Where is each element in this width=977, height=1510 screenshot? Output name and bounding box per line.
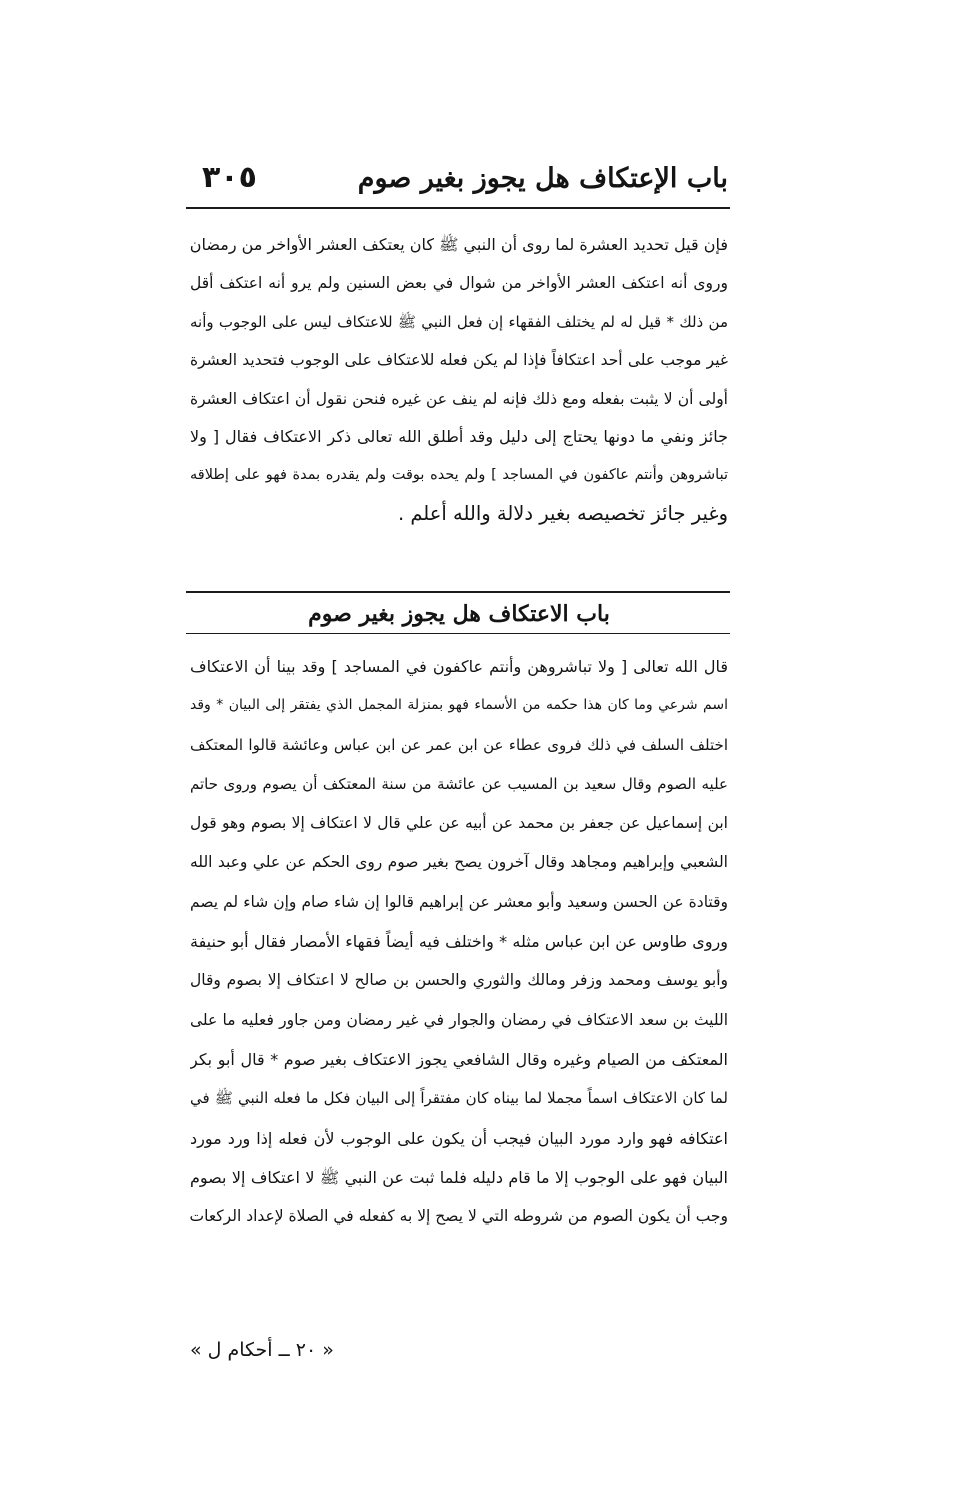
- text-line: وأبو يوسف ومحمد وزفر ومالك والثوري والحسن بن صالح لا اعتكاف إلا بصوم وقال: [190, 971, 728, 990]
- text-line: وروى طاوس عن ابن عباس مثله * واختلف فيه أيضاً فقهاء الأمصار فقال أبو حنيفة: [190, 932, 728, 952]
- text-line: من ذلك * قيل له لم يختلف الفقهاء إن فعل النبي ﷺ للاعتكاف ليس على الوجوب وأنه: [190, 312, 728, 331]
- text-line: وغير جائز تخصيصه بغير دلالة والله أعلم .: [397, 501, 728, 525]
- section-rule-bottom: [186, 633, 730, 634]
- text-line: لما كان الاعتكاف اسماً مجملا لما بيناه كان مفتقراً إلى البيان فكل ما فعله النبي ﷺ في: [190, 1089, 728, 1108]
- text-line: وروى أنه اعتكف العشر الأواخر من شوال في بعض السنين ولم يرو أنه اعتكف أقل: [190, 274, 728, 293]
- text-line: الليث بن سعد الاعتكاف في رمضان والجوار في غير رمضان ومن جاور فعليه ما على: [190, 1010, 728, 1029]
- running-header: [188, 160, 728, 200]
- paragraph-2: [190, 647, 728, 1236]
- text-line: وقتادة عن الحسن وسعيد وأبو معشر عن إبراهيم قالوا إن شاء صام وإن شاء لم يصم: [190, 892, 728, 911]
- signature-mark: « ٢٠ ــ أحكام ل »: [190, 1339, 334, 1361]
- text-line: الشعبي وإبراهيم ومجاهد وقال آخرون يصح بغير صوم روى الحكم عن علي وعبد الله: [190, 853, 728, 872]
- text-line: وجب أن يكون الصوم من شروطه التي لا يصح إلا به كفعله في الصلاة لإعداد الركعات: [190, 1207, 728, 1226]
- section-rule-top: [186, 591, 730, 593]
- text-line: أولى أن لا يثبت بفعله ومع ذلك فإنه لم ينف عن غيره فنحن نقول أن اعتكاف العشرة: [190, 389, 728, 408]
- text-line: اسم شرعي وما كان هذا حكمه من الأسماء فهو بمنزلة المجمل الذي يفتقر إلى البيان * وقد: [190, 697, 728, 714]
- header-rule: [186, 207, 730, 209]
- text-line: جائز ونفي ما دونها يحتاج إلى دليل وقد أطلق الله تعالى ذكر الاعتكاف فقال [ ولا: [190, 426, 728, 446]
- section-heading: باب الاعتكاف هل يجوز بغير صوم: [308, 601, 610, 627]
- text-line: غير موجب على أحد اعتكافاً فإذا لم يكن فعله للاعتكاف على الوجوب فتحديد العشرة: [190, 351, 728, 370]
- text-line: قال الله تعالى [ ولا تباشروهن وأنتم عاكفون في المساجد ] وقد بينا أن الاعتكاف: [190, 657, 728, 676]
- text-line: عليه الصوم وقال سعيد بن المسيب عن عائشة من سنة المعتكف أن يصوم وروى حاتم: [190, 774, 728, 793]
- header-title: باب الإعتكاف هل يجوز بغير صوم: [357, 163, 728, 194]
- text-line: البيان فهو على الوجوب إلا ما قام دليله فلما ثبت عن النبي ﷺ لا اعتكاف إلا بصوم: [190, 1167, 728, 1187]
- text-line: اعتكافه فهو وارد مورد البيان فيجب أن يكون على الوجوب لأن فعله إذا ورد مورد: [190, 1128, 728, 1148]
- text-line: تباشروهن وأنتم عاكفون في المساجد ] ولم يحده بوقت ولم يقدره بمدة فهو على إطلاقه: [190, 467, 728, 484]
- text-line: ابن إسماعيل عن جعفر بن محمد عن أبيه عن علي قال لا اعتكاف إلا بصوم وهو قول: [190, 814, 728, 833]
- text-line: المعتكف من الصيام وغيره وقال الشافعي يجوز الاعتكاف بغير صوم * قال أبو بكر: [190, 1049, 728, 1069]
- text-line: فإن قيل تحديد العشرة لما روى أن النبي ﷺ كان يعتكف العشر الأواخر من رمضان: [190, 235, 728, 254]
- text-line: اختلف السلف في ذلك فروى عطاء عن ابن عمر عن ابن عباس وعائشة قالوا المعتكف: [190, 735, 728, 754]
- paragraph-1: [190, 226, 728, 533]
- page-number: ٣٠٥: [202, 160, 257, 195]
